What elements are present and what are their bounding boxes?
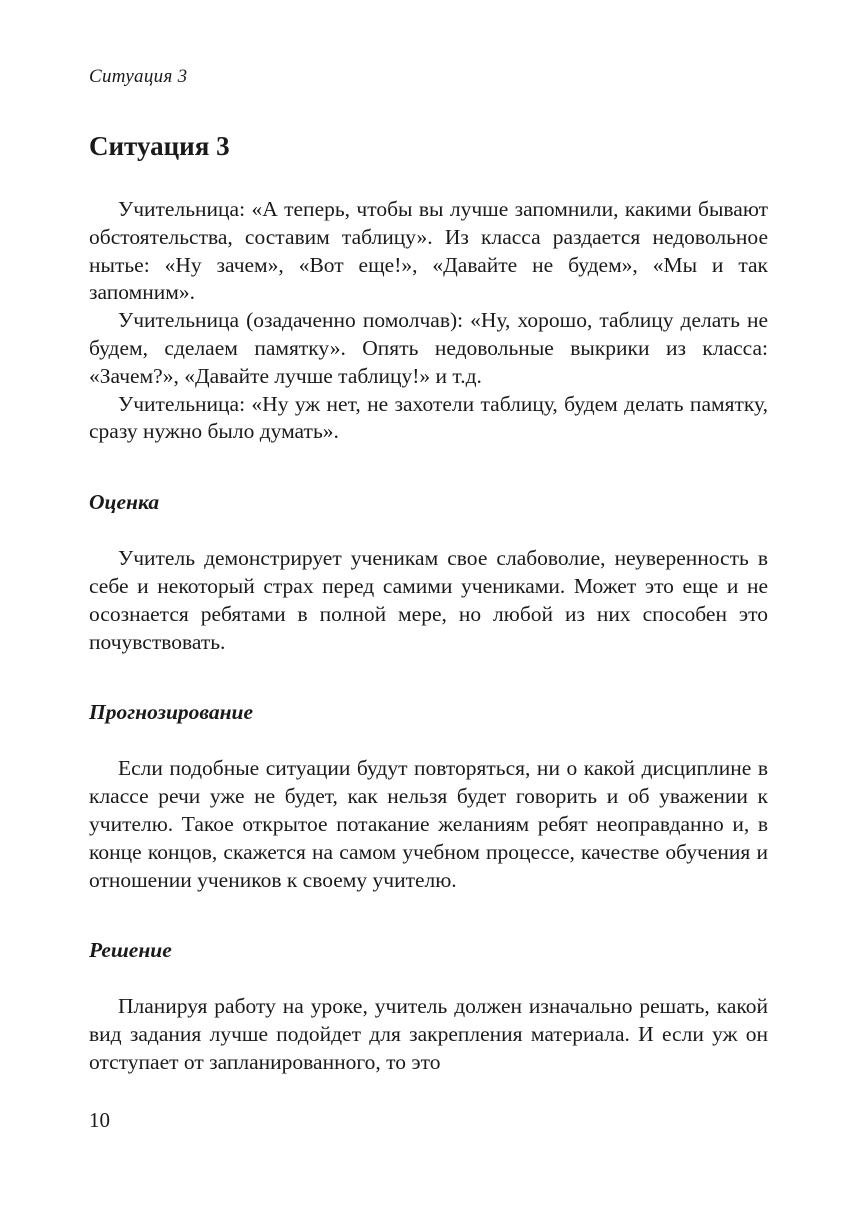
situation-paragraph-1: Учительница: «А теперь, чтобы вы лучше запомнили, какими бывают обстоятельства, составим таблицу». Из класса раздается недовольное нытье: «Ну зачем», «Вот еще!», «Давайте не будем», «Мы и так запомним». (89, 197, 768, 305)
page-content (89, 126, 768, 1077)
forecast-heading: Прогнозирование (89, 700, 254, 725)
assessment-heading: Оценка (89, 490, 160, 515)
page-number: 10 (89, 1108, 110, 1132)
situation-title: Ситуация 3 (89, 131, 230, 161)
situation-paragraph-2: Учительница (озадаченно помолчав): «Ну, хорошо, таблицу делать не будем, сделаем памятку». Опять недовольные выкрики из класса: «Зачем?», «Давайте лучше таблицу!» и т.д. (89, 308, 768, 388)
solution-text: Планируя работу на уроке, учитель должен изначально решать, какой вид задания лучше подойдет для закрепления материала. И если уж он отступает от запланированного, то это (89, 994, 768, 1074)
assessment-text: Учитель демонстрирует ученикам свое слабоволие, неуверенность в себе и некоторый страх перед самими учениками. Может это еще и не осознается ребятами в полной мере, но любой из них способен это почувствовать. (89, 546, 768, 654)
situation-paragraph-3: Учительница: «Ну уж нет, не захотели таблицу, будем делать памятку, сразу нужно было думать». (89, 391, 768, 444)
running-head: Ситуация 3 (89, 66, 188, 87)
solution-heading: Решение (89, 938, 172, 963)
forecast-text: Если подобные ситуации будут повторяться, ни о какой дисциплине в классе речи уже не будет, как нельзя будет говорить и об уважении к учителю. Такое открытое потакание желаниям ребят неоправданно и, в конце концов, скажется на самом учебном процессе, качестве обучения и отношении учеников к своему учителю. (89, 756, 768, 892)
